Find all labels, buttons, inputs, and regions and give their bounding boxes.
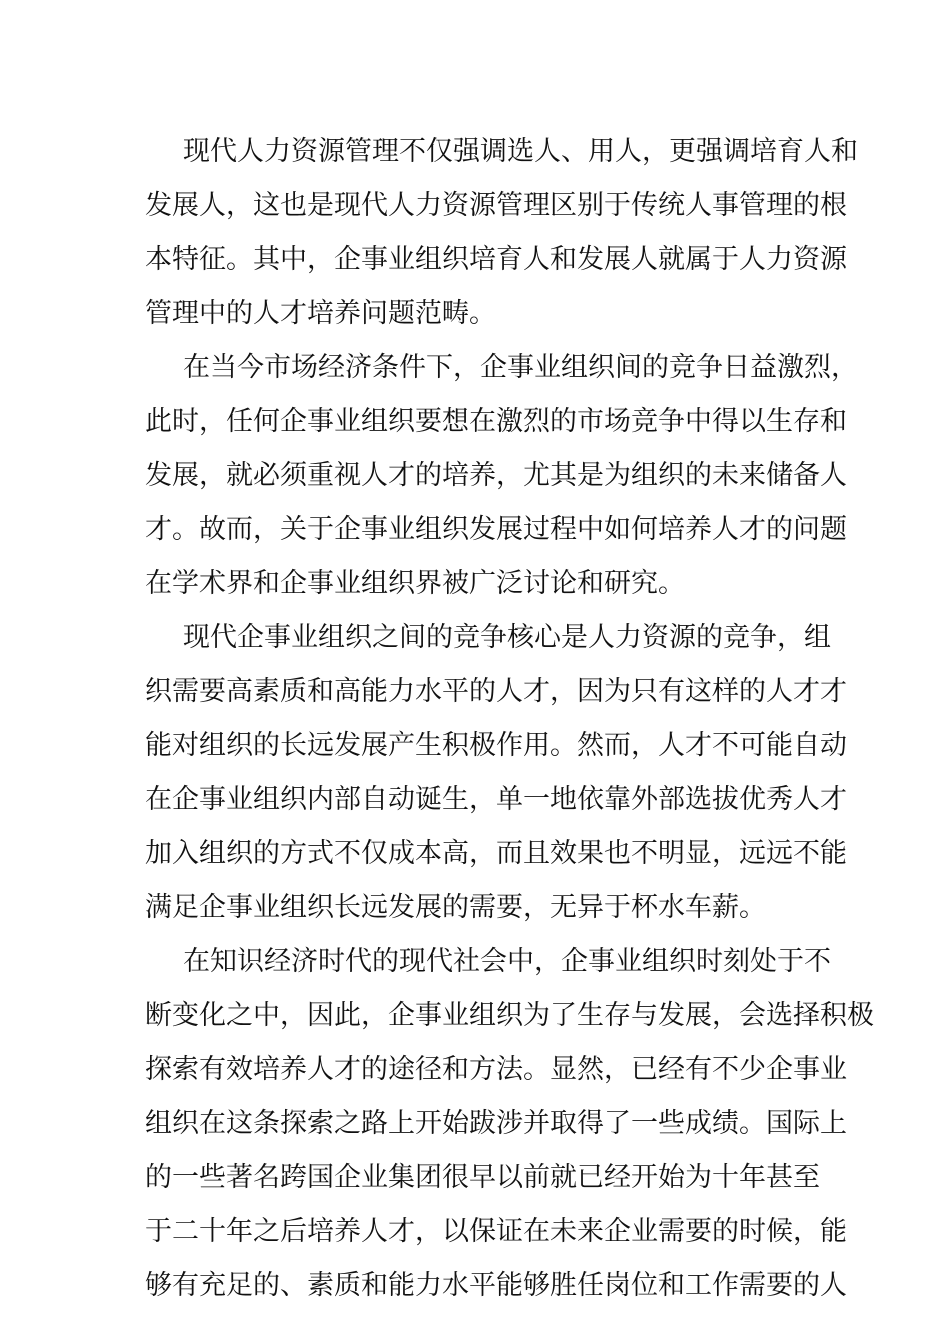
text-line: 现代企事业组织之间的竞争核心是人力资源的竞争，组	[183, 622, 831, 653]
text-line: 现代人力资源管理不仅强调选人、用人，更强调培育人和	[183, 136, 858, 167]
text-line: 于二十年之后培养人才，以保证在未来企业需要的时候，能	[145, 1216, 847, 1247]
text-line: 的一些著名跨国企业集团很早以前就已经开始为十年甚至	[145, 1162, 820, 1193]
text-line: 织需要高素质和高能力水平的人才，因为只有这样的人才才	[145, 676, 847, 707]
text-line: 此时，任何企事业组织要想在激烈的市场竞争中得以生存和	[145, 406, 847, 437]
text-line: 探索有效培养人才的途径和方法。显然，已经有不少企事业	[145, 1054, 847, 1085]
text-line: 加入组织的方式不仅成本高，而且效果也不明显，远远不能	[145, 838, 847, 869]
paragraph-2	[145, 341, 858, 611]
body-text	[145, 125, 874, 1313]
text-line: 在学术界和企事业组织界被广泛讨论和研究。	[145, 568, 685, 599]
text-line: 够有充足的、素质和能力水平能够胜任岗位和工作需要的人	[145, 1270, 847, 1301]
text-line: 组织在这条探索之路上开始跋涉并取得了一些成绩。国际上	[145, 1108, 847, 1139]
text-line: 在当今市场经济条件下，企事业组织间的竞争日益激烈，	[183, 352, 858, 383]
paragraph-4	[145, 935, 874, 1313]
text-line: 在企事业组织内部自动诞生，单一地依靠外部选拔优秀人才	[145, 784, 847, 815]
text-line: 在知识经济时代的现代社会中，企事业组织时刻处于不	[183, 946, 831, 977]
text-line: 能对组织的长远发展产生积极作用。然而，人才不可能自动	[145, 730, 847, 761]
text-line: 发展，就必须重视人才的培养，尤其是为组织的未来储备人	[145, 460, 847, 491]
text-line: 断变化之中，因此，企事业组织为了生存与发展，会选择积极	[145, 1000, 874, 1031]
text-line: 发展人，这也是现代人力资源管理区别于传统人事管理的根	[145, 190, 847, 221]
text-line: 满足企事业组织长远发展的需要，无异于杯水车薪。	[145, 892, 766, 923]
text-line: 才。故而，关于企事业组织发展过程中如何培养人才的问题	[145, 514, 847, 545]
text-line: 管理中的人才培养问题范畴。	[145, 298, 496, 329]
text-line: 本特征。其中，企事业组织培育人和发展人就属于人力资源	[145, 244, 847, 275]
paragraph-1	[145, 125, 858, 341]
paragraph-3	[145, 611, 847, 935]
